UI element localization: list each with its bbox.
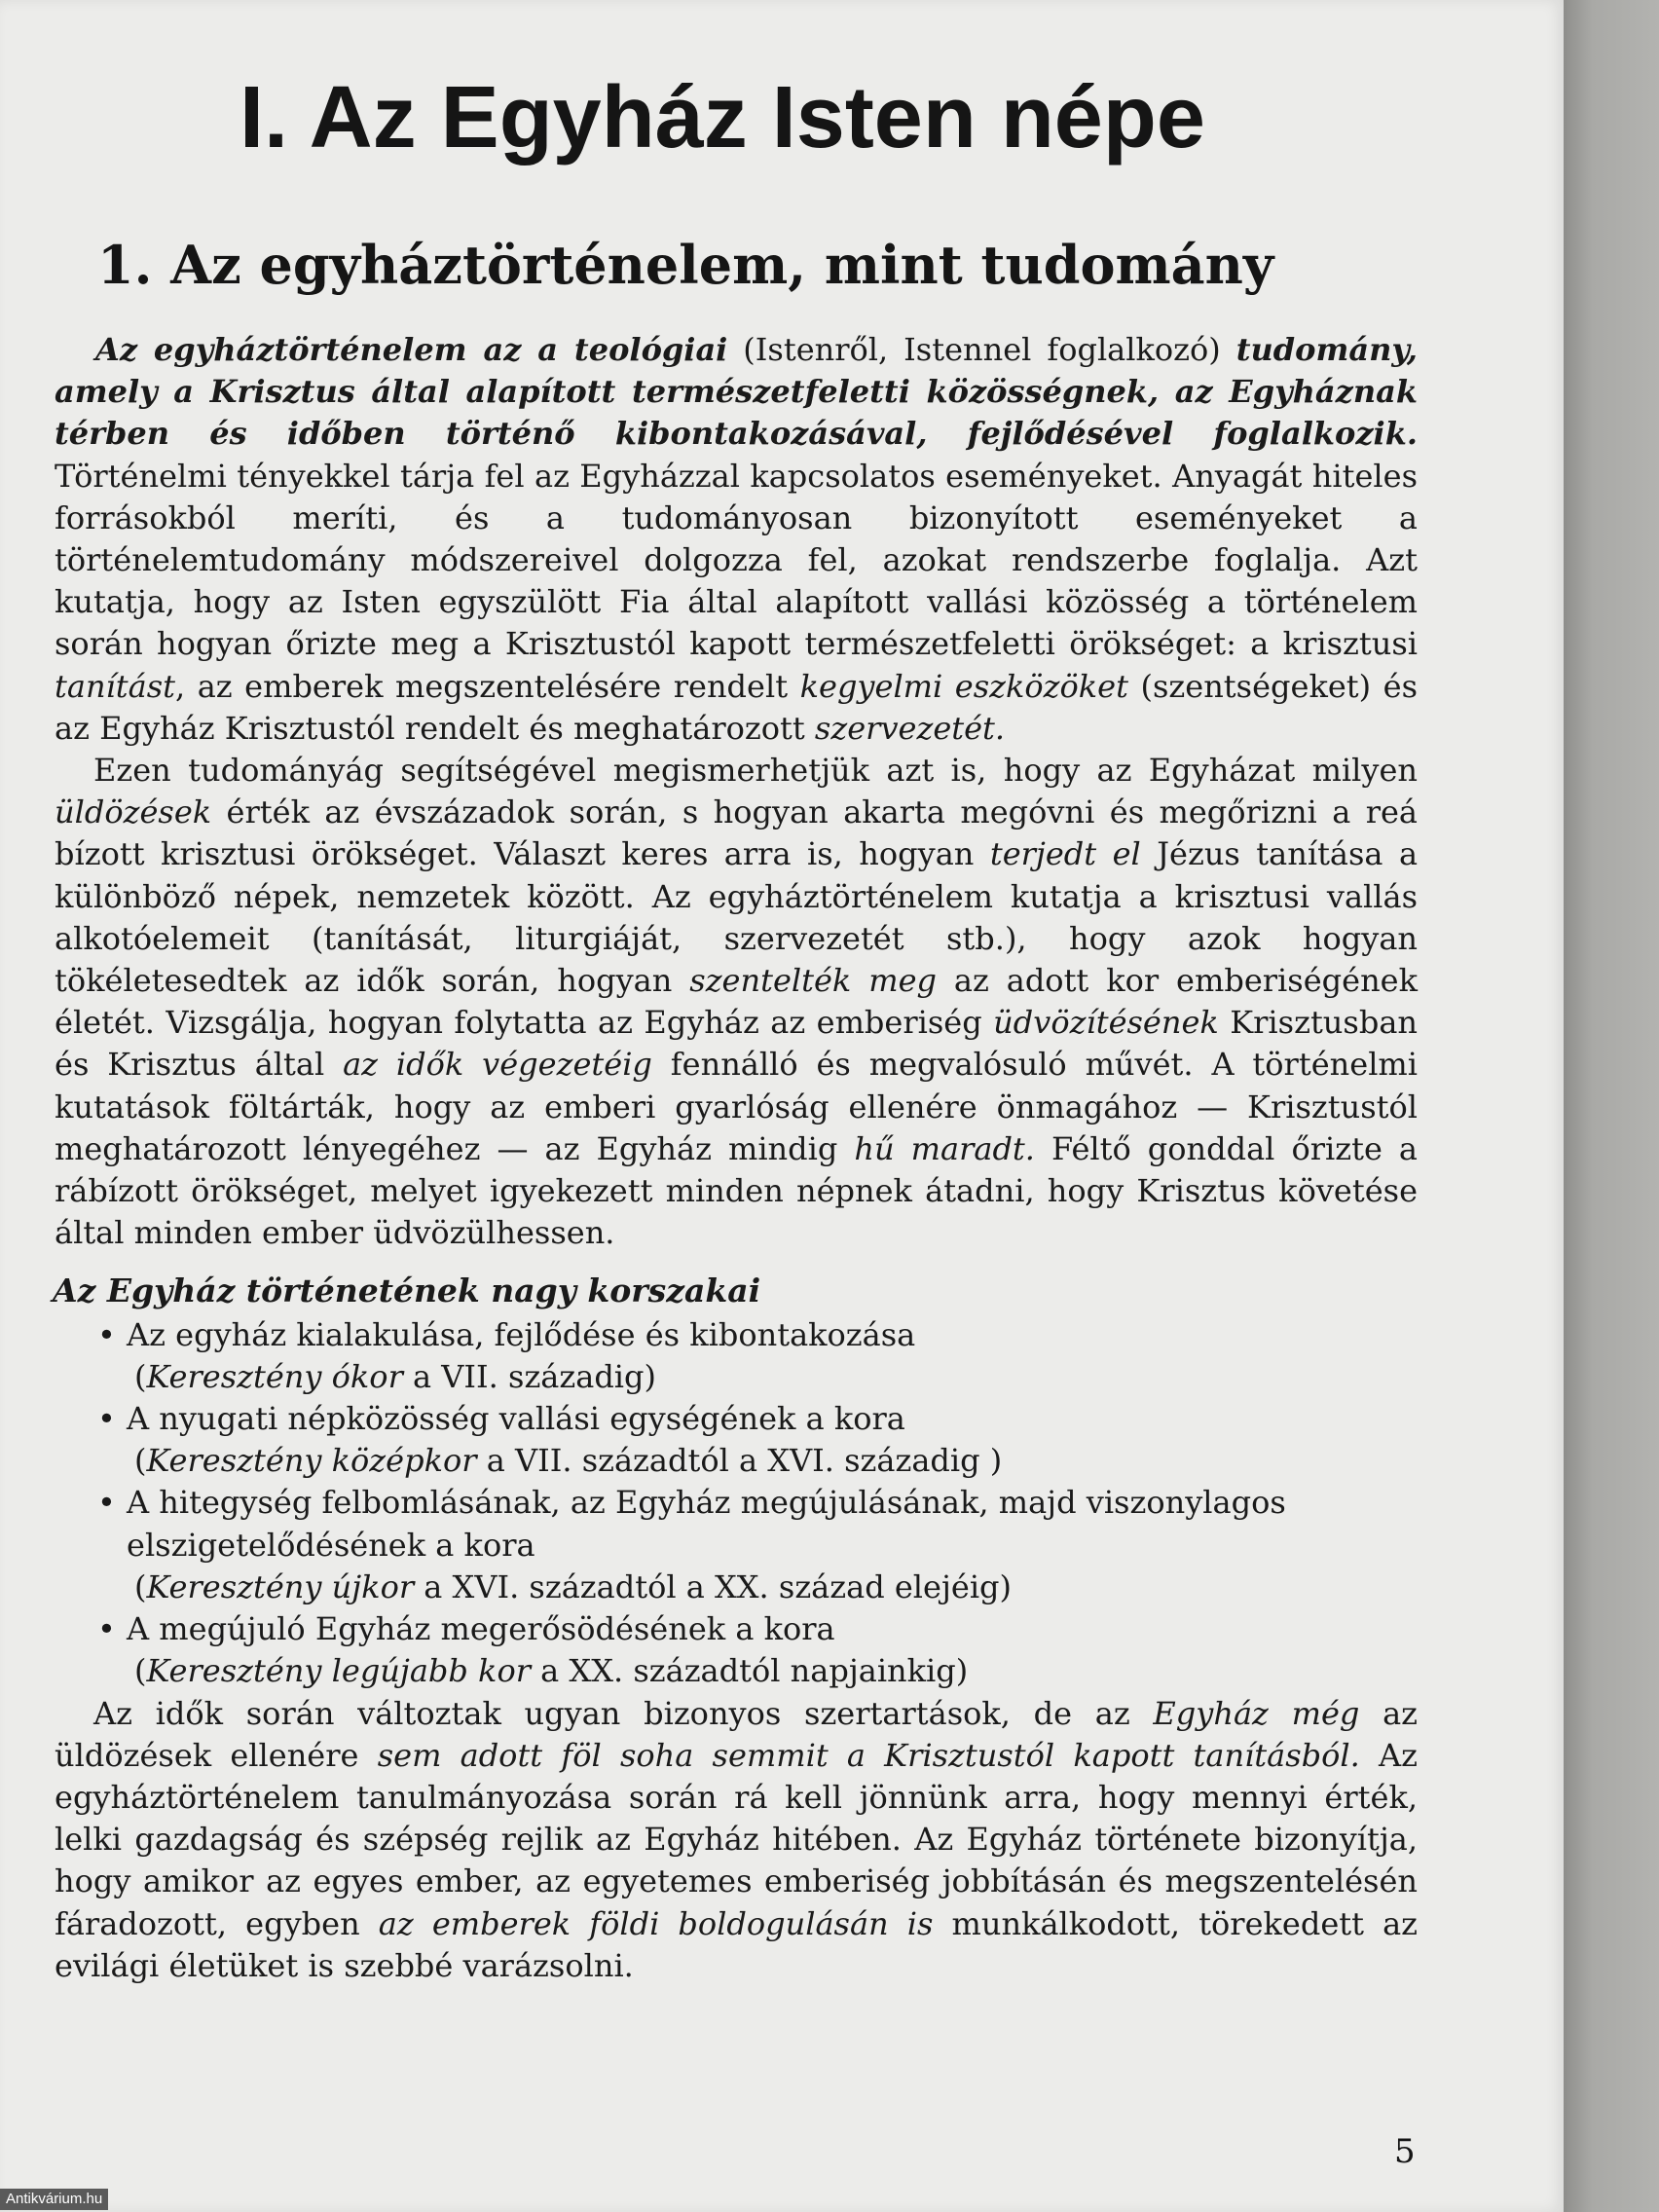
intro-paragraph: Az egyháztörténelem az a teológiai (Istenről, Istennel foglalkozó) tudomány, amely a Krisztus által alapított természetfeletti közösségnek, az Egyháznak térben és időben történő kibontakozásával, fejlődésével foglalkozik. Történelmi tényekkel tárja fel az Egyházzal kapcsolatos eseményeket. Anyagát hiteles forrásokból meríti, és a tudományosan bizonyított eseményeket a történelemtudomány módszereivel dolgozza fel, azokat rendszerbe foglalja. Azt kutatja, hogy az Isten egyszülött Fia által alapított vallási közösség a történelem során hogyan őrizte meg a Krisztustól kapott természetfeletti örökséget: a krisztusi tanítást, az emberek megszentelésére rendelt kegyelmi eszközöket (szentségeket) és az Egyház Krisztustól rendelt és meghatározott szervezetét. [55,331,1419,747]
adjacent-page-edge [1564,0,1659,2212]
list-item [97,1398,1418,1482]
eras-list [55,1314,1418,1693]
section-title: 1. Az egyháztörténelem, mint tudomány [97,234,1274,296]
era-description: A megújuló Egyház megerősödésének a kora [127,1610,835,1648]
era-period: (Keresztény középkor a VII. századtól a XVI. századig ) [134,1442,1003,1480]
closing-paragraph: Az idők során változtak ugyan bizonyos szertartások, de az Egyház még az üldözések ellenére sem adott föl soha semmit a Krisztustól kapott tanításból. Az egyháztörténelem tanulmányozása során rá kell jönnünk arra, hogy mennyi érték, lelki gazdagság és szépség rejlik az Egyház hitében. Az Egyház története bizonyítja, hogy amikor az egyes ember, az egyetemes emberiség jobbításán és megszentelésén fáradozott, egyben az emberek földi boldogulásán is munkálkodott, törekedett az evilági életüket is szebbé varázsolni. [55,1694,1419,1984]
era-description: Az egyház kialakulása, fejlődése és kibontakozása [127,1315,916,1353]
second-paragraph: Ezen tudományág segítségével megismerhetjük azt is, hogy az Egyházat milyen üldözések érték az évszázadok során, s hogyan akarta megóvni és megőrizni a reá bízott krisztusi örökséget. Választ keres arra is, hogyan terjedt el Jézus tanítása a különböző népek, nemzetek között. Az egyháztörténelem kutatja a krisztusi vallás alkotóelemeit (tanítását, liturgiáját, szervezetét stb.), hogy azok hogyan tökéletesedtek az idők során, hogyan szentelték meg az adott kor emberiségének életét. Vizsgálja, hogyan folytatta az Egyház az emberiség üdvözítésének Krisztusban és Krisztus által az idők végezetéig fennálló és megvalósuló művét. A történelmi kutatások föltárták, hogy az emberi gyarlóság ellenére önmagához — Krisztustól meghatározott lényegéhez — az Egyház mindig hű maradt. Féltő gonddal őrizte a rábízott örökséget, melyet igyekezett minden népnek átadni, hogy Krisztus követése által minden ember üdvözülhessen. [55,752,1419,1252]
list-item [97,1314,1418,1398]
era-description: A hitegység felbomlásának, az Egyház megújulásának, majd viszonylagos elszigetelődésének a kora [127,1484,1286,1564]
page-number: 5 [1394,2132,1416,2171]
era-period: (Keresztény legújabb kor a XX. századtól napjainkig) [134,1652,969,1690]
body-text [55,329,1418,1987]
bullet-icon: • [97,1484,116,1522]
era-description: A nyugati népközösség vallási egységének a kora [127,1400,905,1438]
bullet-icon: • [97,1400,116,1438]
era-period: (Keresztény újkor a XVI. századtól a XX. század elejéig) [134,1567,1013,1605]
era-period: (Keresztény ókor a VII. századig) [134,1357,656,1395]
bullet-icon: • [97,1610,116,1648]
bullet-icon: • [97,1315,116,1353]
watermark: Antikvárium.hu [0,2189,108,2210]
chapter-title: I. Az Egyház Isten népe [240,69,1205,166]
list-item [97,1608,1418,1692]
eras-heading: Az Egyház történetének nagy korszakai [53,1272,761,1310]
list-item [97,1482,1418,1608]
